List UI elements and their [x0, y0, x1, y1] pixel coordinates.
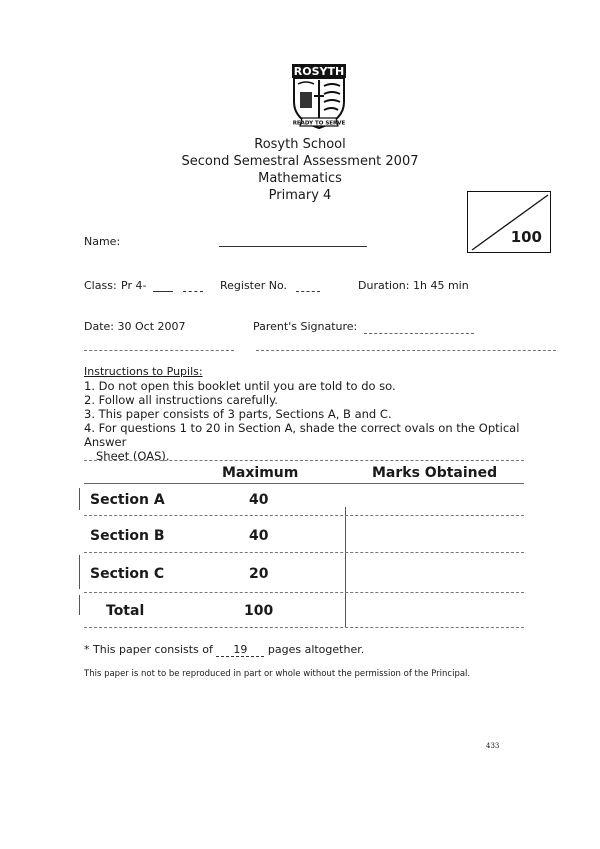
table-border: [84, 592, 524, 593]
instruction-item: 4. For questions 1 to 20 in Section A, shade the correct ovals on the Optical Answer: [84, 421, 520, 449]
register-field[interactable]: [296, 291, 320, 292]
table-row-max: 40: [249, 492, 269, 508]
total-score-value: 100: [510, 228, 542, 246]
table-border: [345, 507, 346, 627]
instruction-item: 3. This paper consists of 3 parts, Sections A, B and C.: [84, 407, 392, 421]
table-row-section: Section B: [90, 528, 165, 544]
date-label: Date: 30 Oct 2007: [84, 320, 186, 333]
total-score-box: [467, 191, 551, 253]
pages-note: [84, 643, 364, 657]
table-border: [79, 595, 80, 615]
table-row-max: 100: [244, 603, 274, 619]
table-border: [84, 515, 524, 516]
name-field[interactable]: [219, 246, 367, 247]
instruction-item: Sheet (OAS).: [96, 449, 170, 463]
name-label: Name:: [84, 235, 121, 248]
class-value: Pr 4-: [121, 279, 147, 292]
table-border: [84, 627, 524, 628]
table-row-max: 40: [249, 528, 269, 544]
instruction-item: 2. Follow all instructions carefully.: [84, 393, 278, 407]
instructions-list: [84, 379, 534, 463]
table-header-maximum: Maximum: [222, 465, 299, 481]
table-row-section: Section C: [90, 566, 165, 582]
table-border: [84, 483, 524, 484]
assessment-title: Second Semestral Assessment 2007: [181, 154, 419, 169]
copyright-notice: This paper is not to be reproduced in part or whole without the permission of the Principal.: [84, 669, 471, 679]
school-name: Rosyth School: [254, 137, 346, 152]
pages-prefix: * This paper consists of: [84, 643, 213, 656]
table-border: [79, 555, 80, 589]
signature-label: Parent's Signature:: [253, 320, 358, 333]
separator-line: [84, 350, 234, 351]
crest-motto-text: READY TO SERVE: [292, 120, 346, 127]
table-header-marks-obtained: Marks Obtained: [372, 465, 498, 481]
level-title: Primary 4: [268, 188, 332, 203]
school-crest: [286, 62, 352, 134]
crest-banner-text: ROSYTH: [293, 65, 345, 78]
table-border: [84, 552, 524, 553]
signature-field[interactable]: [364, 333, 474, 334]
table-row-max: 20: [249, 566, 269, 582]
pages-count: 19: [216, 643, 264, 657]
instructions-title: Instructions to Pupils:: [84, 365, 203, 378]
table-row-section: Total: [106, 603, 145, 619]
register-label: Register No.: [220, 279, 288, 292]
class-field-extra: [183, 291, 203, 292]
page-code: 433: [486, 742, 500, 750]
pages-suffix: pages altogether.: [267, 643, 365, 656]
class-label: Class:: [84, 279, 117, 292]
subject-title: Mathematics: [258, 171, 342, 186]
separator-line: [256, 350, 556, 351]
table-row-section: Section A: [90, 492, 165, 508]
duration-label: Duration: 1h 45 min: [358, 279, 469, 292]
class-field[interactable]: [153, 291, 173, 292]
table-border: [79, 488, 80, 510]
instruction-item: 1. Do not open this booklet until you are told to do so.: [84, 379, 396, 393]
table-border: [84, 460, 524, 461]
